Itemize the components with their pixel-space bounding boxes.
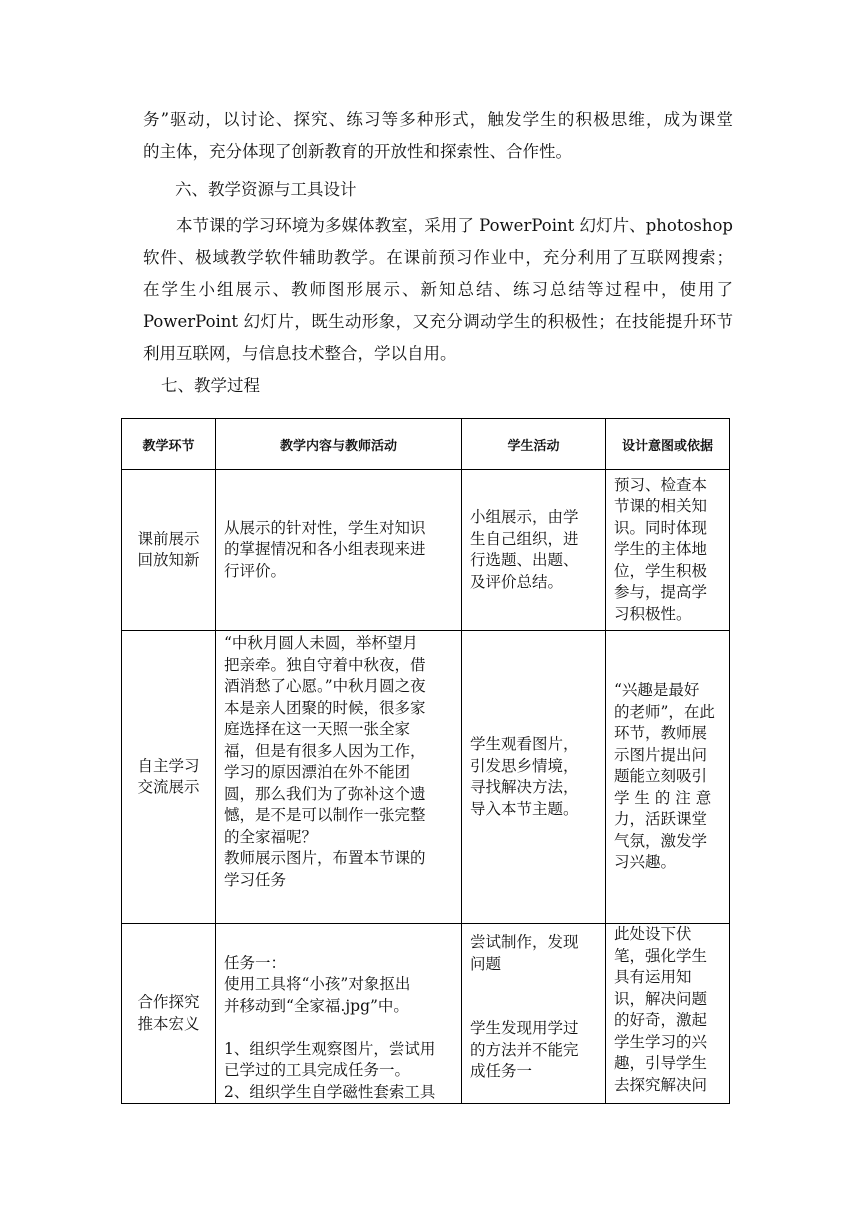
stage-cell: [122, 470, 216, 631]
intent-line: “兴趣是最好: [614, 681, 700, 700]
content-line: 从展示的针对性，学生对知识: [224, 518, 426, 537]
student-line: 学生观看图片，: [470, 735, 579, 753]
intent-line: 去探究解决问: [614, 1075, 708, 1094]
intent-cell: [606, 470, 730, 631]
content-line: 福，但是有很多人因为工作，: [224, 741, 426, 760]
stage-cell: [122, 924, 216, 1104]
table-row: [122, 631, 730, 924]
student-line: 及评价总结。: [470, 572, 564, 591]
student-cell: [462, 631, 606, 924]
student-cell: [462, 470, 606, 631]
intent-line: 的好奇，激起: [614, 1011, 708, 1029]
intent-line: 识。同时体现: [614, 518, 708, 537]
content-line: 学习任务: [224, 870, 287, 889]
intent-line: 气氛，激发学: [614, 831, 708, 850]
student-line: 行选题、出题、: [470, 551, 579, 569]
content-line: 教师展示图片，布置本节课的: [224, 849, 426, 867]
intent-line: 学生的主体地: [614, 540, 708, 559]
stage-cell: [122, 631, 216, 924]
intent-line: 位，学生积极: [614, 561, 708, 580]
header-intent: 设计意图或依据: [606, 419, 730, 470]
stage-line: 课前展示: [137, 529, 200, 548]
blank-line: [470, 975, 597, 1018]
intent-line: 预习、检查本: [614, 475, 708, 494]
student-line: 问题: [470, 954, 502, 973]
content-line: 圆，那么我们为了弥补这个遗: [224, 784, 426, 803]
header-stage: 教学环节: [122, 419, 216, 470]
content-line: 2、组织学生自学磁性套索工具: [224, 1082, 436, 1101]
section-heading-resources: 六、教学资源与工具设计: [175, 180, 357, 199]
intent-cell: [606, 631, 730, 924]
content-line: 酒消愁了心愿。”中秋月圆之夜: [224, 677, 426, 695]
table-row: [122, 924, 730, 1104]
paragraph-continued: [143, 104, 733, 168]
content-line: 1、组织学生观察图片，尝试用: [224, 1039, 436, 1058]
header-student: 学生活动: [462, 419, 606, 470]
student-line: 尝试制作，发现: [470, 933, 579, 951]
student-line: 小组展示，由学: [470, 508, 579, 526]
paragraph-line: 本节课的学习环境为多媒体教室，采用了 PowerPoint 幻灯片、photoshop: [176, 216, 733, 235]
content-line: “中秋月圆人未圆，举杯望月: [224, 634, 418, 652]
intent-line: 学生学习的兴: [614, 1032, 708, 1051]
intent-line: 识，解决问题: [614, 989, 708, 1008]
content-line: 憾，是不是可以制作一张完整: [224, 806, 426, 824]
intent-line: 的老师”，在此: [614, 702, 715, 721]
content-line: 庭选择在这一天照一张全家: [224, 720, 411, 738]
paragraph-resources: [143, 210, 733, 370]
intent-line: 习积极性。: [614, 604, 692, 623]
content-line: 行评价。: [224, 561, 287, 580]
paragraph-line: PowerPoint 幻灯片，既生动形象，又充分调动学生的积极性；在技能提升环节: [143, 312, 733, 331]
intent-line: 节课的相关知: [614, 497, 708, 516]
intent-line: 趣，引导学生: [614, 1054, 708, 1072]
student-line: 成任务一: [470, 1062, 533, 1080]
content-line: 学习的原因漂泊在外不能团: [224, 763, 411, 781]
paragraph-line: 务”驱动，以讨论、探究、练习等多种形式，触发学生的积极思维，成为课堂: [143, 110, 733, 129]
content-cell: [216, 924, 462, 1104]
header-content: 教学内容与教师活动: [216, 419, 462, 470]
paragraph-line: 在学生小组展示、教师图形展示、新知总结、练习总结等过程中，使用了: [143, 280, 733, 299]
intent-line: 题能立刻吸引: [614, 767, 708, 786]
student-line: 的方法并不能完: [470, 1040, 579, 1059]
intent-line: 具有运用知: [614, 968, 692, 986]
stage-line: 交流展示: [137, 778, 200, 796]
content-line: 已学过的工具完成任务一。: [224, 1061, 411, 1079]
content-line: 使用工具将“小孩”对象抠出: [224, 975, 411, 993]
student-cell: [462, 924, 606, 1104]
intent-cell: [606, 924, 730, 1104]
section-heading-process: 七、教学过程: [161, 376, 260, 395]
intent-line: 参与，提高学: [614, 583, 708, 602]
intent-line: 笔，强化学生: [614, 946, 708, 965]
student-line: 引发思乡情境，: [470, 756, 579, 775]
student-line: 学生发现用学过: [470, 1019, 579, 1037]
stage-line: 推本宏义: [137, 1014, 200, 1033]
student-line: 生自己组织，进: [470, 529, 579, 548]
stage-line: 回放知新: [137, 551, 200, 569]
paragraph-line: 的主体，充分体现了创新教育的开放性和探索性、合作性。: [143, 142, 572, 161]
student-line: 寻找解决方法，: [470, 778, 579, 796]
paragraph-line: 利用互联网，与信息技术整合，学以自用。: [143, 344, 457, 363]
intent-line: 此处设下伏: [614, 925, 692, 943]
intent-line: 习兴趣。: [614, 853, 677, 872]
student-line: 导入本节主题。: [470, 799, 579, 818]
content-line: 把亲牵。独自守着中秋夜，借: [224, 655, 426, 674]
table-row: [122, 470, 730, 631]
paragraph-line: 软件、极域教学软件辅助教学。在课前预习作业中，充分利用了互联网搜索；: [143, 248, 733, 267]
table-header-row: [122, 419, 730, 470]
content-cell: [216, 470, 462, 631]
blank-line: [224, 1017, 453, 1039]
intent-line: 学 生 的 注 意: [614, 788, 712, 807]
content-line: 本是亲人团聚的时候，很多家: [224, 698, 426, 717]
content-cell: [216, 631, 462, 924]
content-line: 的掌握情况和各小组表现来进: [224, 540, 426, 559]
content-line: 任务一：: [224, 953, 287, 972]
content-line: 的全家福呢？: [224, 827, 318, 846]
teaching-process-table: [121, 418, 730, 1104]
content-line: 并移动到“全家福.jpg”中。: [224, 996, 409, 1015]
intent-line: 力，活跃课堂: [614, 810, 708, 829]
stage-line: 自主学习: [137, 756, 200, 775]
intent-line: 环节，教师展: [614, 724, 708, 743]
stage-line: 合作探究: [137, 993, 200, 1011]
intent-line: 示图片提出问: [614, 745, 708, 764]
